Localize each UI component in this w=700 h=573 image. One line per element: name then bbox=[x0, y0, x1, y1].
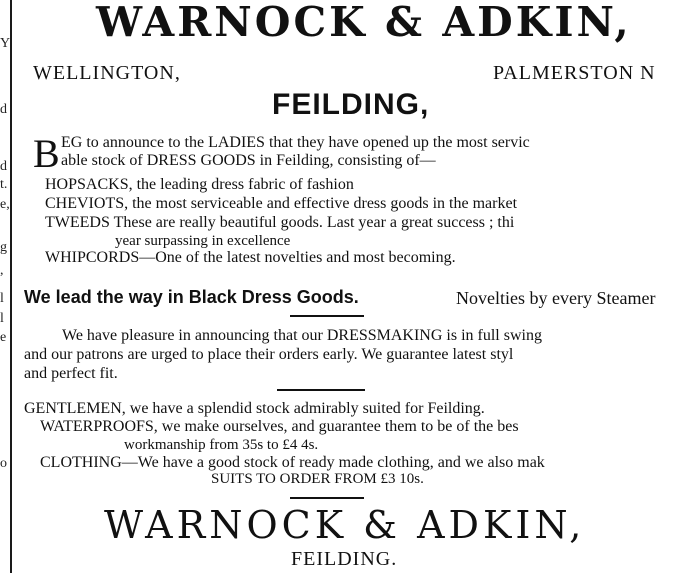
item-tweeds-continued: year surpassing in excellence bbox=[115, 233, 291, 249]
town-right: PALMERSTON N bbox=[493, 62, 656, 84]
black-goods-tail: Novelties by every Steamer bbox=[456, 288, 656, 308]
left-column-fragment: g bbox=[0, 240, 7, 255]
left-column-fragment: , bbox=[0, 263, 4, 278]
item-whipcords: WHIPCORDS—One of the latest novelties and most becoming. bbox=[45, 249, 456, 266]
left-column-fragment: t. bbox=[0, 177, 8, 192]
waterproofs-line: WATERPROOFS, we make ourselves, and guarantee them to be of the bes bbox=[40, 418, 519, 435]
left-column-fragment: l bbox=[0, 291, 4, 306]
section-rule bbox=[290, 497, 364, 499]
item-cheviots: CHEVIOTS, the most serviceable and effective dress goods in the market bbox=[45, 195, 518, 212]
left-column-fragment: o bbox=[0, 456, 7, 471]
town-left: WELLINGTON, bbox=[33, 62, 181, 84]
section-rule bbox=[290, 315, 364, 317]
gentlemen-line-1: GENTLEMEN, we have a splendid stock admirably suited for Feilding. bbox=[24, 400, 485, 417]
town-center-heading: FEILDING, bbox=[272, 88, 430, 121]
left-column-fragment: d bbox=[0, 159, 7, 174]
item-hopsacks: HOPSACKS, the leading dress fabric of fashion bbox=[45, 176, 354, 193]
column-divider bbox=[10, 0, 12, 573]
footer-firm-name: WARNOCK & ADKIN, bbox=[104, 503, 586, 547]
dressmaking-line-1: We have pleasure in announcing that our DRESSMAKING is in full swing bbox=[62, 327, 542, 344]
clothing-line: CLOTHING—We have a good stock of ready made clothing, and we also mak bbox=[40, 454, 545, 471]
intro-line-1: EG to announce to the LADIES that they have opened up the most servic bbox=[61, 134, 530, 151]
left-column-fragment: Y bbox=[0, 36, 11, 51]
left-column-fragment: l bbox=[0, 311, 4, 326]
waterproofs-price-line: workmanship from 35s to £4 4s. bbox=[124, 437, 319, 453]
dressmaking-line-2: and our patrons are urged to place their orders early. We guarantee latest styl bbox=[24, 346, 514, 363]
left-column-fragment: d bbox=[0, 102, 7, 117]
drop-cap: B bbox=[33, 131, 60, 176]
footer-town: FEILDING. bbox=[291, 548, 398, 570]
black-goods-lead: We lead the way in Black Dress Goods. bbox=[24, 287, 359, 307]
suits-to-order-line: SUITS TO ORDER FROM £3 10s. bbox=[211, 471, 424, 487]
left-column-fragment: e bbox=[0, 330, 7, 345]
item-tweeds: TWEEDS These are really beautiful goods. Last year a great success ; thi bbox=[45, 214, 515, 231]
left-column-fragment: e, bbox=[0, 197, 10, 212]
intro-line-2: able stock of DRESS GOODS in Feilding, consisting of— bbox=[61, 152, 436, 169]
section-rule bbox=[277, 389, 365, 391]
firm-name-heading: WARNOCK & ADKIN, bbox=[96, 0, 632, 46]
dressmaking-line-3: and perfect fit. bbox=[24, 365, 118, 382]
